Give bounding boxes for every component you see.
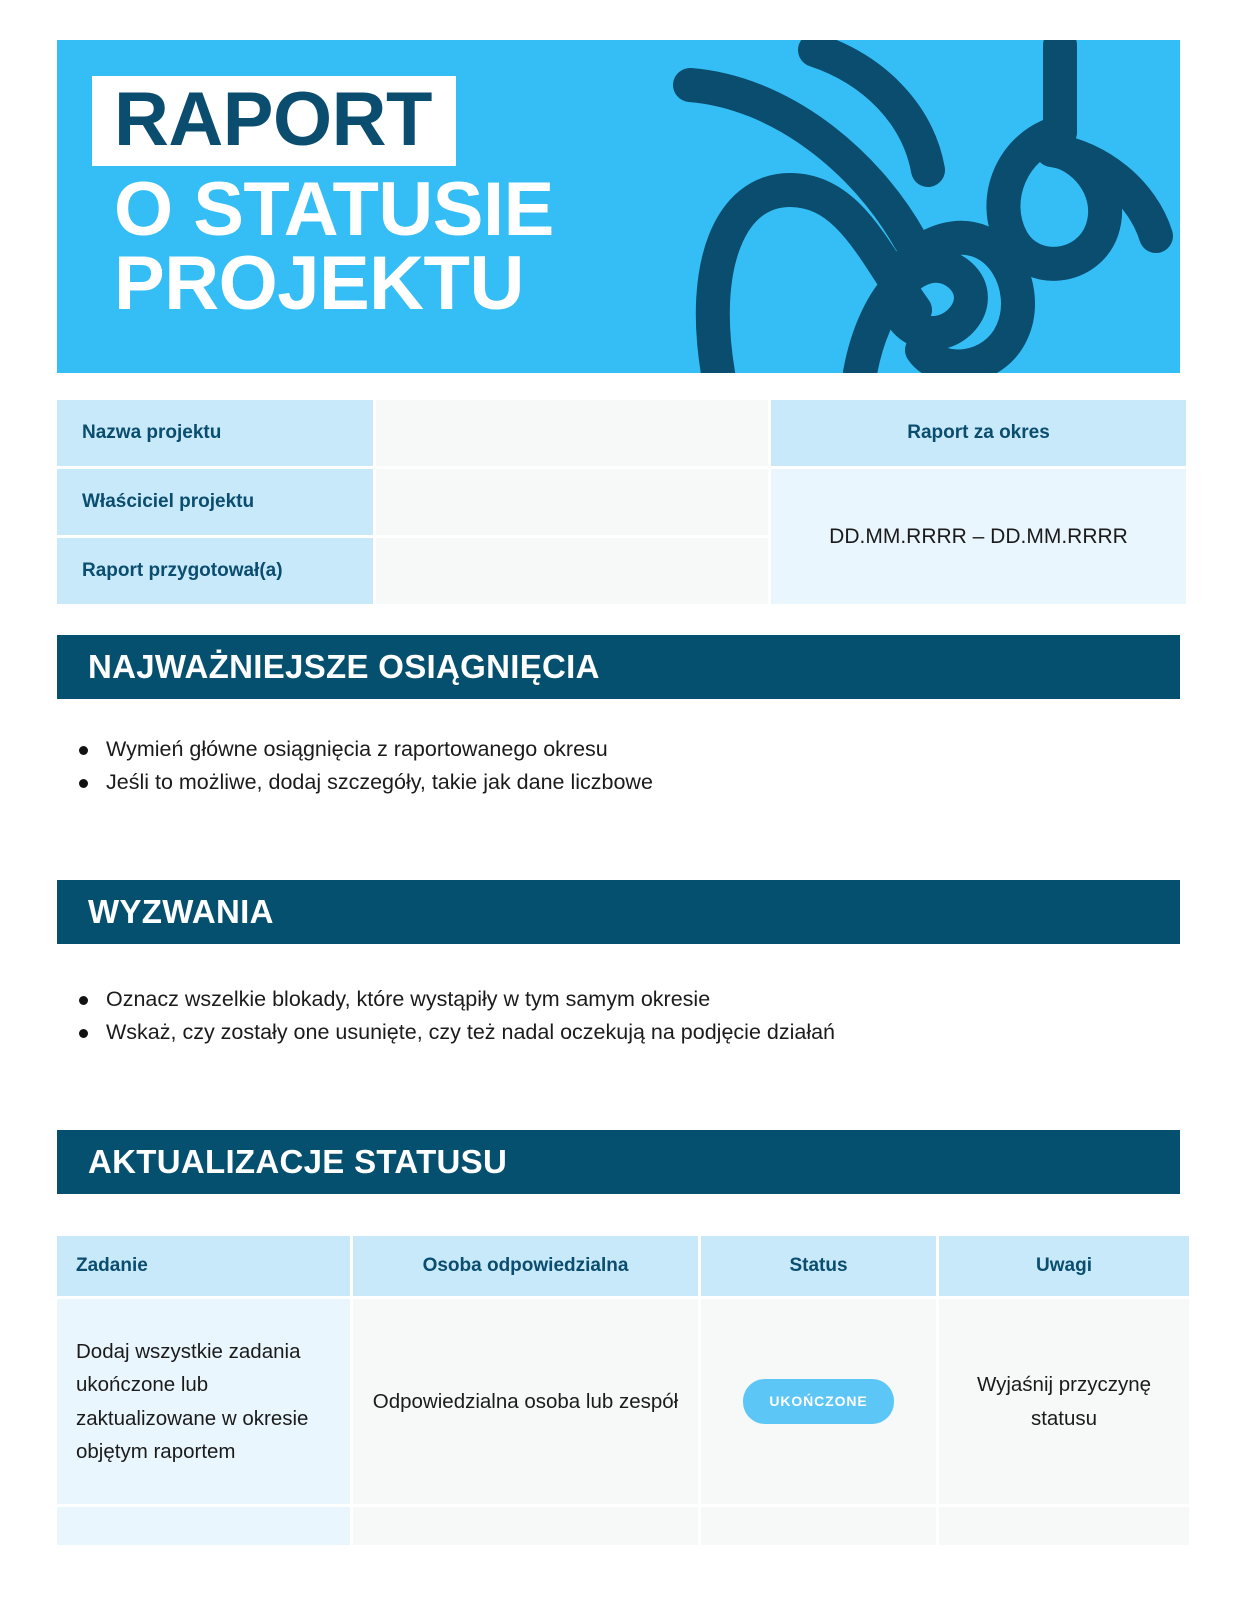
status-badge[interactable]: UKOŃCZONE xyxy=(743,1379,893,1424)
info-value-project-name[interactable] xyxy=(376,400,768,466)
title-line-3: PROJEKTU xyxy=(114,241,524,327)
section-header-status-updates xyxy=(57,1130,1180,1194)
section-header-status-updates-label: AKTUALIZACJE STATUSU xyxy=(88,1143,508,1180)
table-row[interactable] xyxy=(701,1507,936,1545)
info-value-project-owner[interactable] xyxy=(376,469,768,535)
info-value-report-period[interactable]: DD.MM.RRRR – DD.MM.RRRR xyxy=(771,469,1186,604)
info-label-prepared-by: Raport przygotował(a) xyxy=(57,538,373,604)
table-header-task: Zadanie xyxy=(57,1236,350,1296)
table-header-owner: Osoba odpowiedzialna xyxy=(353,1236,698,1296)
table-header-status: Status xyxy=(701,1236,936,1296)
status-updates-table xyxy=(57,1236,1180,1545)
list-item: Wskaż, czy zostały one usunięte, czy też nadal oczekują na podjęcie działań xyxy=(70,1016,1170,1049)
list-item: Jeśli to możliwe, dodaj szczegóły, takie jak dane liczbowe xyxy=(70,766,1170,799)
header-banner xyxy=(57,40,1180,373)
page-title xyxy=(92,76,554,327)
section-header-achievements xyxy=(57,635,1180,699)
info-label-project-owner: Właściciel projektu xyxy=(57,469,373,535)
title-line-2: O STATUSIE xyxy=(114,167,554,253)
table-header-notes: Uwagi xyxy=(939,1236,1189,1296)
section-header-achievements-label: NAJWAŻNIEJSZE OSIĄGNIĘCIA xyxy=(88,648,600,685)
table-row[interactable] xyxy=(57,1507,350,1545)
table-row[interactable]: Wyjaśnij przyczynę statusu xyxy=(939,1299,1189,1504)
table-row[interactable] xyxy=(353,1507,698,1545)
list-item: Oznacz wszelkie blokady, które wystąpiły w tym samym okresie xyxy=(70,983,1170,1016)
project-info-table xyxy=(57,400,1180,604)
table-row[interactable]: Odpowiedzialna osoba lub zespół xyxy=(353,1299,698,1504)
challenges-bullet-list xyxy=(70,983,1170,1050)
section-header-challenges xyxy=(57,880,1180,944)
table-row[interactable] xyxy=(939,1507,1189,1545)
decorative-squiggle-art xyxy=(660,40,1180,373)
list-item: Wymień główne osiągnięcia z raportowanego okresu xyxy=(70,733,1170,766)
table-row[interactable]: Dodaj wszystkie zadania ukończone lub zaktualizowane w okresie objętym raportem xyxy=(57,1299,350,1504)
achievements-bullet-list xyxy=(70,733,1170,800)
title-line-1: RAPORT xyxy=(92,76,456,166)
table-row[interactable] xyxy=(701,1299,936,1504)
info-label-report-period: Raport za okres xyxy=(771,400,1186,466)
info-label-project-name: Nazwa projektu xyxy=(57,400,373,466)
section-header-challenges-label: WYZWANIA xyxy=(88,893,274,930)
info-value-prepared-by[interactable] xyxy=(376,538,768,604)
